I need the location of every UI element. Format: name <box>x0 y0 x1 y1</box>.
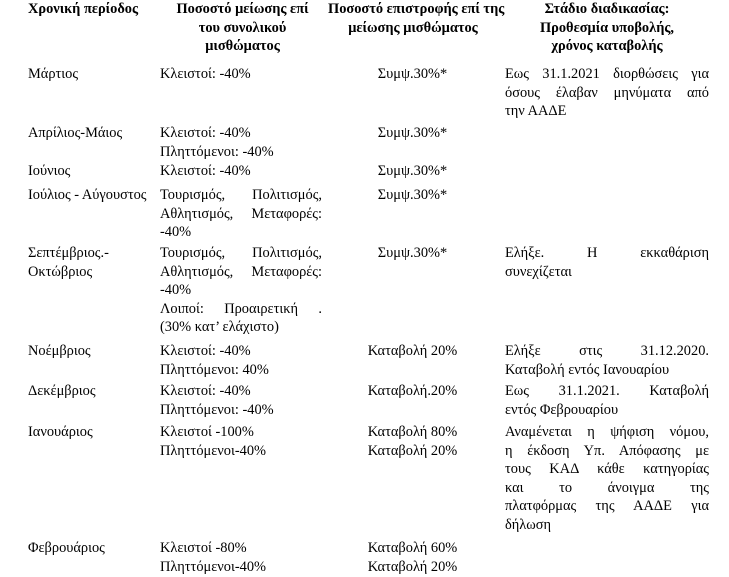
refund-text: Συμψ.30%* <box>377 66 448 82</box>
period-text: Μάρτιος <box>28 66 79 82</box>
reduction-text: Κλειστοί -100% <box>160 424 254 440</box>
status-text: πλατφόρμας της ΑΑΔΕ για <box>505 498 709 515</box>
reduction-text: Κλειστοί: -40% <box>160 343 251 359</box>
refund-cell <box>330 162 495 181</box>
status-text: Αναμένεται η ψήφιση νόμου, <box>505 424 709 440</box>
period-cell <box>28 124 158 143</box>
reduction-text: Πληττόμενοι: 40% <box>160 361 269 378</box>
header-line: Προθεσμία υποβολής, <box>539 19 675 36</box>
status-text: δήλωση <box>505 516 552 533</box>
status-text: εντός Φεβρουαρίου <box>505 401 619 418</box>
period-cell <box>28 539 158 558</box>
status-cell <box>505 382 709 419</box>
reduction-text: Κλειστοί: -40% <box>160 383 251 399</box>
status-text: Ελήξε στις 31.12.2020. <box>505 343 709 359</box>
status-text: την ΑΑΔΕ <box>505 103 567 120</box>
refund-text: Συμψ.30%* <box>377 163 448 179</box>
reduction-cell <box>160 382 322 419</box>
refund-cell <box>330 244 495 263</box>
header-status <box>505 0 709 56</box>
status-cell <box>505 342 709 379</box>
header-line: Στάδιο διαδικασίας: <box>544 1 670 17</box>
header-refund <box>328 0 505 37</box>
refund-cell <box>330 382 495 401</box>
reduction-cell <box>160 244 322 337</box>
reduction-text: Κλειστοί -80% <box>160 540 247 556</box>
period-cell <box>28 342 158 361</box>
refund-cell <box>330 539 495 576</box>
reduction-text: -40% <box>160 282 192 299</box>
reduction-text: Κλειστοί: -40% <box>160 125 251 141</box>
period-text: Δεκέμβριος <box>28 383 96 399</box>
header-line: μείωσης μισθώματος <box>348 19 478 36</box>
header-line: Χρονική περίοδος <box>28 1 139 17</box>
status-text: Εως 31.1.2021. Καταβολή <box>505 383 709 399</box>
period-cell <box>28 162 158 181</box>
period-text: Νοέμβριος <box>28 343 91 359</box>
header-line: μισθώματος <box>205 38 280 55</box>
status-text: και το άνοιγμα της <box>505 479 709 496</box>
period-text: Ιούλιος - Αύγουστος <box>28 187 147 203</box>
status-text: η έκδοση Υπ. Απόφασης με <box>505 442 709 459</box>
status-cell <box>505 423 709 535</box>
header-line: Ποσοστό επιστροφής επί της <box>328 1 505 17</box>
refund-text: Καταβολή 60% <box>367 540 458 556</box>
reduction-text: Τουρισμός, Πολιτισμός, <box>160 187 322 203</box>
reduction-text: Αθλητισμός, Μεταφορές: <box>160 263 322 280</box>
period-text: Απρίλιος-Μάιος <box>28 125 123 141</box>
period-text: Οκτώβριος <box>28 263 93 280</box>
reduction-text: Αθλητισμός, Μεταφορές: <box>160 205 322 222</box>
reduction-text: -40% <box>160 224 192 241</box>
status-cell <box>505 65 709 121</box>
header-line: του συνολικού <box>198 19 287 36</box>
refund-text: Καταβολή 20% <box>367 343 458 359</box>
reduction-cell <box>160 539 322 576</box>
header-reduction <box>160 0 325 56</box>
reduction-text: Πληττόμενοι: -40% <box>160 401 274 418</box>
reduction-cell <box>160 342 322 379</box>
status-text: συνεχίζεται <box>505 263 572 280</box>
header-period <box>28 0 160 19</box>
refund-text: Καταβολή 20% <box>367 558 458 575</box>
period-text: Ιούνιος <box>28 163 71 179</box>
reduction-text: Τουρισμός, Πολιτισμός, <box>160 245 322 261</box>
refund-text: Καταβολή.20% <box>367 383 458 399</box>
refund-cell <box>330 342 495 361</box>
status-text: τους ΚΑΔ κάθε κατηγορίας <box>505 461 709 478</box>
reduction-cell <box>160 124 322 161</box>
status-cell <box>505 244 709 281</box>
period-cell <box>28 186 158 205</box>
header-line: χρόνος καταβολής <box>551 38 663 55</box>
status-text: Καταβολή εντός Ιανουαρίου <box>505 361 670 378</box>
refund-cell <box>330 65 495 84</box>
period-cell <box>28 382 158 401</box>
reduction-cell <box>160 186 322 242</box>
period-text: Σεπτέμβριος.- <box>28 245 109 261</box>
reduction-text: Κλειστοί: -40% <box>160 163 251 179</box>
period-text: Φεβρουάριος <box>28 540 105 556</box>
refund-text: Καταβολή 20% <box>367 442 458 459</box>
period-text: Ιανουάριος <box>28 424 93 440</box>
period-cell <box>28 244 158 281</box>
reduction-cell <box>160 162 322 181</box>
status-text: όσους έλαβαν μηνύματα από <box>505 84 709 101</box>
refund-cell <box>330 186 495 205</box>
reduction-text: (30% κατ’ ελάχιστο) <box>160 319 279 336</box>
refund-text: Συμψ.30%* <box>377 125 448 141</box>
reduction-cell <box>160 65 322 84</box>
refund-text: Συμψ.30%* <box>377 245 448 261</box>
period-cell <box>28 65 158 84</box>
reduction-text: Πληττόμενοι-40% <box>160 558 267 575</box>
reduction-text: Λοιποί: Προαιρετική . <box>160 300 322 317</box>
refund-cell <box>330 124 495 143</box>
refund-text: Καταβολή 80% <box>367 424 458 440</box>
status-text: Ελήξε. Η εκκαθάριση <box>505 245 709 261</box>
refund-cell <box>330 423 495 460</box>
reduction-text: Πληττόμενοι-40% <box>160 442 267 459</box>
header-line: Ποσοστό μείωσης επί <box>176 1 309 17</box>
reduction-text: Πληττόμενοι: -40% <box>160 143 274 160</box>
reduction-cell <box>160 423 322 460</box>
period-cell <box>28 423 158 442</box>
refund-text: Συμψ.30%* <box>377 187 448 203</box>
reduction-text: Κλειστοί: -40% <box>160 66 251 82</box>
status-text: Εως 31.1.2021 διορθώσεις για <box>505 66 709 82</box>
